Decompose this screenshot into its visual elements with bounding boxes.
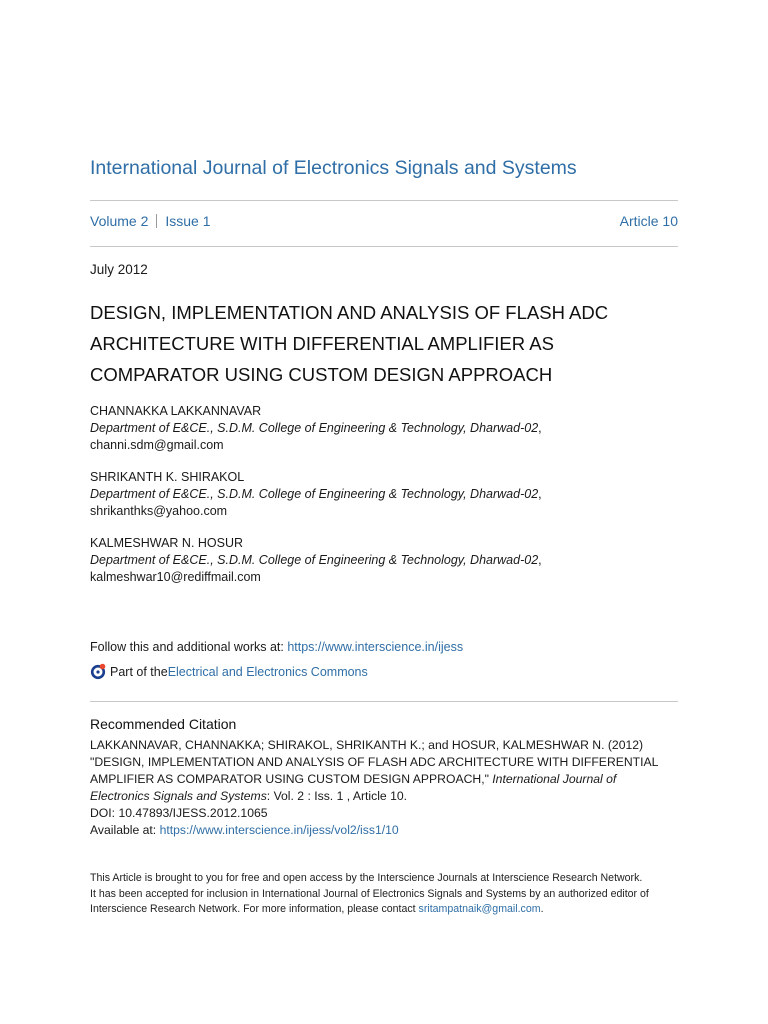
available-url-link[interactable]: https://www.interscience.in/ijess/vol2/iss1/10 xyxy=(159,823,399,837)
commons-link[interactable]: Electrical and Electronics Commons xyxy=(167,664,368,679)
issue-separator xyxy=(156,214,157,228)
author-affiliation: Department of E&CE., S.D.M. College of Engineering & Technology, Dharwad-02, kalmeshwar10@rediffmail.com xyxy=(90,553,542,584)
follow-url-link[interactable]: https://www.interscience.in/ijess xyxy=(287,640,464,654)
issue-link[interactable]: Issue 1 xyxy=(165,213,211,229)
issue-bar xyxy=(90,213,678,229)
part-of-line xyxy=(90,663,368,680)
citation-journal: International Journal of Electronics Signals and Systems xyxy=(90,772,617,803)
author-email: shrikanthks@yahoo.com xyxy=(90,504,228,518)
access-notice xyxy=(90,871,650,918)
affiliation-text: Department of E&CE., S.D.M. College of Engineering & Technology, Dharwad-02 xyxy=(90,421,539,435)
citation-doi: DOI: 10.47893/IJESS.2012.1065 xyxy=(90,806,268,820)
citation-authors: LAKKANNAVAR, CHANNAKKA; SHIRAKOL, SHRIKANTH K.; and HOSUR, KALMESHWAR N. (2012) xyxy=(90,738,644,752)
article-title: DESIGN, IMPLEMENTATION AND ANALYSIS OF FLASH ADC ARCHITECTURE WITH DIFFERENTIAL AMPLIFIER AS COMPARATOR USING CUSTOM DESIGN APPROACH xyxy=(90,302,609,385)
citation-divider xyxy=(90,701,678,702)
volume-link[interactable]: Volume 2 xyxy=(90,213,149,229)
journal-title-link[interactable]: International Journal of Electronics Signals and Systems xyxy=(90,157,577,179)
author-affiliation: Department of E&CE., S.D.M. College of Engineering & Technology, Dharwad-02, channi.sdm@gmail.com xyxy=(90,421,542,452)
access-notice-text: This Article is brought to you for free and open access by the Interscience Journals at Interscience Research Network. It has been accepted for inclusion in International Journal of Electronics Signals and Systems by an authorized editor of Interscience Research Network. For more information, please contact xyxy=(90,872,649,915)
author-list xyxy=(90,403,678,601)
access-notice-suffix: . xyxy=(540,903,544,915)
citation-title: "DESIGN, IMPLEMENTATION AND ANALYSIS OF FLASH ADC ARCHITECTURE WITH DIFFERENTIAL AMPLIFIER AS COMPARATOR USING CUSTOM DESIGN APPROACH," xyxy=(90,755,658,786)
recommended-citation-heading: Recommended Citation xyxy=(90,716,237,732)
author-entry xyxy=(90,469,678,520)
top-divider xyxy=(90,200,678,201)
author-email: kalmeshwar10@rediffmail.com xyxy=(90,570,261,584)
author-entry xyxy=(90,535,678,586)
affiliation-text: Department of E&CE., S.D.M. College of Engineering & Technology, Dharwad-02 xyxy=(90,553,539,567)
contact-email-link[interactable]: sritampatnaik@gmail.com xyxy=(418,903,541,915)
citation-volume: : Vol. 2 : Iss. 1 , Article 10. xyxy=(266,789,408,803)
author-affiliation: Department of E&CE., S.D.M. College of Engineering & Technology, Dharwad-02, shrikanthks@yahoo.com xyxy=(90,487,542,518)
cover-page xyxy=(90,0,678,1024)
author-name: KALMESHWAR N. HOSUR xyxy=(90,536,244,550)
article-link[interactable]: Article 10 xyxy=(619,213,678,229)
citation-block xyxy=(90,737,678,839)
follow-prefix: Follow this and additional works at: xyxy=(90,640,288,654)
author-name: SHRIKANTH K. SHIRAKOL xyxy=(90,470,245,484)
follow-line xyxy=(90,640,463,654)
affiliation-text: Department of E&CE., S.D.M. College of Engineering & Technology, Dharwad-02 xyxy=(90,487,539,501)
author-entry xyxy=(90,403,678,454)
author-name: CHANNAKKA LAKKANNAVAR xyxy=(90,404,262,418)
available-prefix: Available at: xyxy=(90,823,160,837)
commons-network-icon xyxy=(90,663,107,680)
author-email: channi.sdm@gmail.com xyxy=(90,438,224,452)
part-of-prefix: Part of the xyxy=(110,664,168,679)
publication-date: July 2012 xyxy=(90,262,148,277)
issue-divider xyxy=(90,246,678,247)
